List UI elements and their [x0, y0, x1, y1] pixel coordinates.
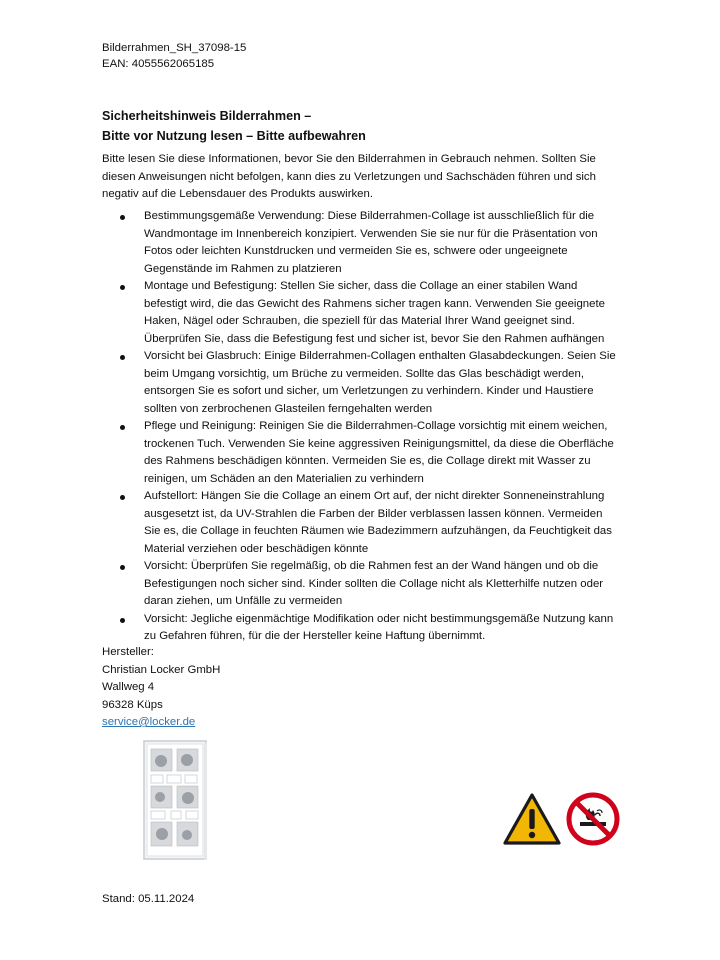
bullet-item — [102, 278, 622, 348]
bullet-item — [102, 611, 622, 646]
sku-label: Bilderrahmen_SH_37098-15 — [102, 42, 247, 54]
stand-date: Stand: 05.11.2024 — [102, 893, 195, 905]
bullet-dot — [120, 425, 125, 430]
manufacturer-email-link[interactable]: service@locker.de — [102, 716, 196, 728]
bullet-item — [102, 488, 622, 558]
product-image-collage-frame — [142, 739, 208, 861]
manufacturer-label: Hersteller: — [102, 646, 154, 658]
document-title — [102, 106, 622, 146]
bullet-text: Pflege und Reinigung: Reinigen Sie die Bilderrahmen-Collage vorsichtig mit einem weichen, trockenen Tuch. Verwenden Sie keine aggressiven Reinigungsmittel, da diese die Oberfläche des Rahmens beschädigen könnten. Vermeiden Sie es, die Collage direkt mit Wasser zu reinigen, um Schäden an den Materialien zu verhindern — [144, 420, 614, 485]
bullet-dot — [120, 355, 125, 360]
bullet-dot — [120, 618, 125, 623]
manufacturer-block — [102, 644, 622, 732]
bullet-text: Aufstellort: Hängen Sie die Collage an einem Ort auf, der nicht direkter Sonneneinstrahlung ausgesetzt ist, da UV-Strahlen die Farben der Bilder verblassen lassen können. Vermeiden Sie es, die Collage in feuchten Räumen wie Badezimmern aufzuhängen, da Feuchtigkeit das Material verziehen oder beschädigen könnte — [144, 490, 612, 555]
no-open-flame-icon — [566, 792, 620, 846]
document-header — [102, 40, 622, 72]
manufacturer-city: 96328 Küps — [102, 698, 163, 711]
bullet-text: Bestimmungsgemäße Verwendung: Diese Bilderrahmen-Collage ist ausschließlich für die Wandmontage im Innenbereich konzipiert. Verwenden Sie sie nur für die Präsentation von Fotos oder leichten Kunstdrucken und vermeiden Sie es, schwere oder ungeeignete Gegenstände im Rahmen zu platzieren — [144, 210, 598, 275]
bullet-dot — [120, 565, 125, 570]
bullet-item — [102, 558, 622, 611]
bullet-text: Montage und Befestigung: Stellen Sie sicher, dass die Collage an einer stabilen Wand befestigt wird, die das Gewicht des Rahmens sicher tragen kann. Verwenden Sie geeignete Haken, Nägel oder Schrauben, die speziell für das Material Ihrer Wand geeignet sind. Überprüfen Sie, dass die Befestigung fest und sicher ist, bevor Sie den Rahmen aufhängen — [144, 280, 605, 345]
manufacturer-street: Wallweg 4 — [102, 681, 155, 693]
title-line-1: Sicherheitshinweis Bilderrahmen – — [102, 109, 312, 123]
intro-paragraph: Bitte lesen Sie diese Informationen, bevor Sie den Bilderrahmen in Gebrauch nehmen. Sollten Sie diesen Anweisungen nicht befolgen, kann dies zu Verletzungen und Sachschäden führen und sich negativ auf die Lebensdauer des Produkts auswirken. — [102, 153, 596, 200]
bullet-dot — [120, 215, 125, 220]
title-line-2: Bitte vor Nutzung lesen – Bitte aufbewahren — [102, 129, 366, 143]
warning-triangle-icon — [502, 792, 562, 846]
bullet-text: Vorsicht bei Glasbruch: Einige Bilderrahmen-Collagen enthalten Glasabdeckungen. Seien Sie beim Umgang vorsichtig, um Brüche zu vermeiden. Sollte das Glas beschädigt werden, entsorgen Sie es sofort und sicher, um Verletzungen zu verhindern. Kinder und Haustiere sollten von zerbrochenen Glasteilen ferngehalten werden — [144, 350, 616, 415]
bullet-item — [102, 208, 622, 278]
ean-label: EAN: 4055562065185 — [102, 58, 215, 70]
bullet-dot — [120, 495, 125, 500]
bullet-text: Vorsicht: Überprüfen Sie regelmäßig, ob die Rahmen fest an der Wand hängen und ob die Befestigungen noch sicher sind. Kinder sollten die Collage nicht als Kletterhilfe nutzen oder daran ziehen, um Unfälle zu vermeiden — [144, 560, 604, 607]
safety-bullet-list — [102, 208, 622, 646]
bullet-text: Vorsicht: Jegliche eigenmächtige Modifikation oder nicht bestimmungsgemäße Nutzung kann zu Gefahren führen, für die der Hersteller keine Haftung übernimmt. — [144, 612, 614, 642]
bullet-item — [102, 348, 622, 418]
bullet-dot — [120, 285, 125, 290]
bullet-item — [102, 418, 622, 488]
manufacturer-name: Christian Locker GmbH — [102, 663, 221, 676]
